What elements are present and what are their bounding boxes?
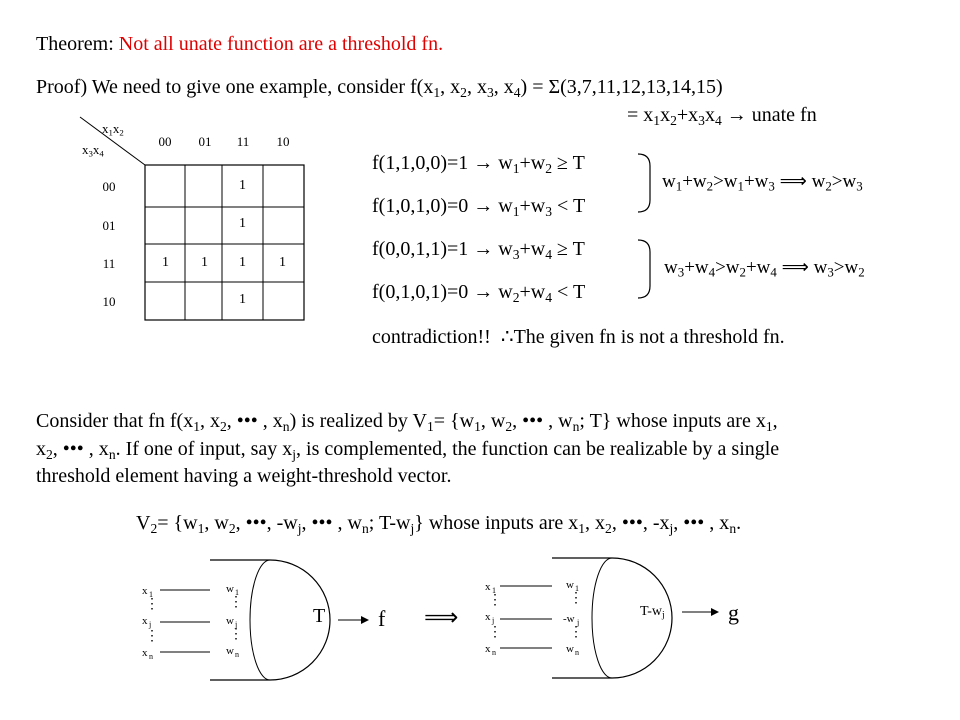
svg-text:1: 1 <box>575 584 579 593</box>
svg-text:x: x <box>142 647 148 659</box>
proof-prefix: Proof) We need to give one example, consider f(x <box>36 76 434 98</box>
svg-text:1: 1 <box>149 590 153 599</box>
svg-text:x: x <box>485 643 491 655</box>
equation-1: $f(1,1,0,0)=1 \to w_1+w_2 \ge T$ <box>372 152 585 176</box>
svg-text:⋮: ⋮ <box>145 629 159 644</box>
threshold-element-right <box>485 558 718 678</box>
svg-text:x: x <box>142 585 148 597</box>
svg-text:⋮: ⋮ <box>488 625 502 640</box>
kmap-row-header: 00 <box>102 179 116 194</box>
svg-text:w: w <box>226 615 234 627</box>
kmap-cell: 1 <box>201 255 208 270</box>
implies-arrow: ⟹ <box>424 605 459 631</box>
kmap-row-header: 10 <box>102 294 116 309</box>
svg-text:⋮: ⋮ <box>229 595 243 610</box>
kmap-cell: 1 <box>239 216 246 231</box>
svg-text:⋮: ⋮ <box>569 625 583 640</box>
equation-3: $f(0,0,1,1)=1 \to w_3+w_4 \ge T$ <box>372 238 585 262</box>
left-output-label: f <box>378 606 386 631</box>
svg-text:n: n <box>235 650 239 659</box>
right-output-label: g <box>728 600 739 625</box>
inequality-2: $w_3+w_4>w_2+w_4$ ⟹ $w_3>w_2$ <box>664 257 865 280</box>
svg-text:x: x <box>485 581 491 593</box>
svg-text:w: w <box>226 583 234 595</box>
theorem-label: Theorem: <box>36 33 114 55</box>
svg-text:n: n <box>575 648 579 657</box>
kmap-col-header: 11 <box>236 134 250 149</box>
kmap-col-header: 10 <box>276 134 290 149</box>
consider-line-2: $x_2$, ••• , $x_n$. If one of input, say $x_j$, is complemented, the function can be realizable by a single <box>36 438 780 462</box>
svg-text:-w: -w <box>563 613 575 625</box>
svg-text:⋮: ⋮ <box>488 593 502 608</box>
kmap-cell: 1 <box>162 255 169 270</box>
svg-text:1: 1 <box>235 588 239 597</box>
svg-text:⋮: ⋮ <box>229 627 243 642</box>
svg-text:w: w <box>566 643 574 655</box>
proof-line-1: Proof) We need to give one example, consider $f(x_1$, $x_2$, $x_3$, $x_4) = \Sigma(3,7,11,12,13,14,15)$ <box>36 76 723 100</box>
svg-text:j: j <box>149 620 152 629</box>
svg-text:j: j <box>235 620 238 629</box>
kmap-row-header: 01 <box>102 218 116 233</box>
v2-vector: $V_2= \{w_1$, $w_2$, •••, $-w_j$, ••• , $w_n$; $T-w_j$} whose inputs are $x_1$, $x_2$, •••, $-x_j$, ••• , $x_n$. <box>136 512 742 536</box>
right-threshold-label: $T-w_j$ <box>640 604 665 621</box>
proof-line-2: = $x_1x_2+x_3x_4$ → unate fn <box>627 104 817 128</box>
kmap-cell: 1 <box>239 178 246 193</box>
equation-4: $f(0,1,0,1)=0 \to w_2+w_4 < T$ <box>372 281 586 305</box>
svg-text:w: w <box>226 645 234 657</box>
threshold-element-left <box>142 560 368 680</box>
svg-text:⋮: ⋮ <box>145 597 159 612</box>
left-threshold-label: T <box>313 605 326 627</box>
conclusion: contradiction!! ∴The given fn is not a threshold fn. <box>372 326 785 348</box>
kmap-cell: 1 <box>239 292 246 307</box>
svg-text:w: w <box>566 579 574 591</box>
svg-text:x: x <box>485 611 491 623</box>
svg-text:j: j <box>492 616 495 625</box>
kmap-cell: 1 <box>279 255 286 270</box>
kmap-col-header: 01 <box>198 134 212 149</box>
unate-label: unate fn <box>751 104 817 126</box>
equation-2: $f(1,0,1,0)=0 \to w_1+w_3 < T$ <box>372 195 586 219</box>
svg-text:j: j <box>577 618 580 627</box>
proof-minterms: (3,7,11,12,13,14,15) <box>560 76 723 98</box>
kmap-row-header: 11 <box>102 256 116 271</box>
svg-text:n: n <box>492 648 496 657</box>
consider-line-1: Consider that fn $f(x_1$, $x_2$, ••• , $x_n$) is realized by $V_1= \{w_1$, $w_2$, ••• , $w_n$; T} whose inputs are $x_1$, <box>36 410 778 434</box>
consider-line-3: threshold element having a weight-threshold vector. <box>36 465 452 487</box>
theorem-statement: Not all unate function are a threshold fn. <box>118 33 444 55</box>
kmap-cell: 1 <box>239 255 246 270</box>
kmap-row-var: $x_3x_4$ <box>82 142 104 159</box>
inequality-1: $w_1+w_2>w_1+w_3$ ⟹ $w_2>w_3$ <box>662 171 863 194</box>
svg-text:1: 1 <box>492 586 496 595</box>
svg-text:⋮: ⋮ <box>569 591 583 606</box>
svg-text:x: x <box>142 615 148 627</box>
kmap-col-header: 00 <box>158 134 172 149</box>
kmap-col-var: $x_1x_2$ <box>102 121 124 138</box>
svg-text:n: n <box>149 652 153 661</box>
